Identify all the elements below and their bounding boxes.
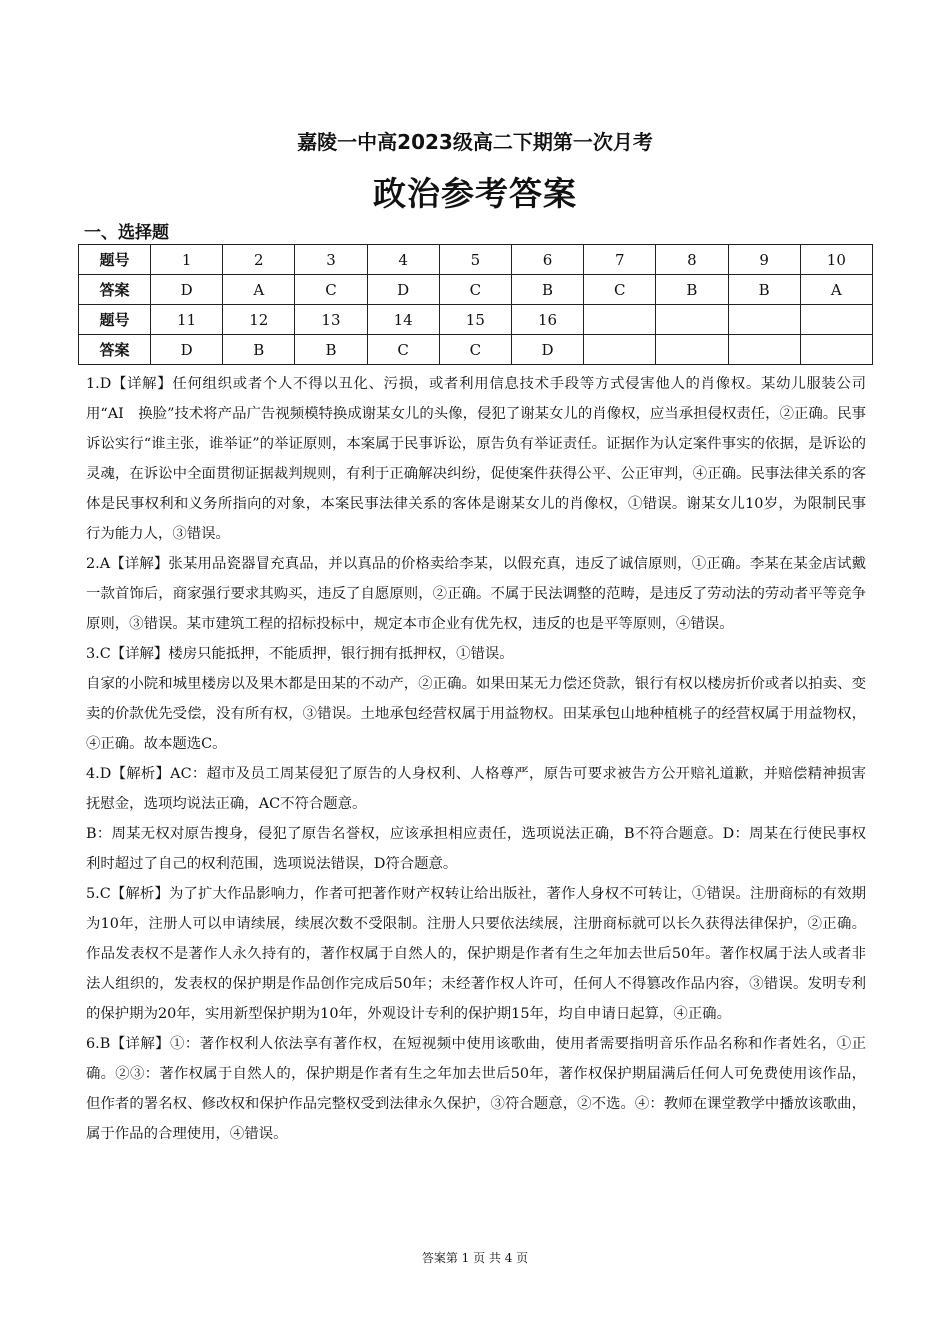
question-number: 12 [223, 305, 295, 335]
answer-cell: B [511, 275, 583, 305]
question-number: 5 [439, 245, 511, 275]
answer-cell: A [800, 275, 872, 305]
question-number: 9 [728, 245, 800, 275]
explanation-paragraph: 2.A【详解】张某用品瓷器冒充真品，并以真品的价格卖给李某，以假充真，违反了诚信原则，①正确。李某在某金店试戴一款首饰后，商家强行要求其购买，违反了自愿原则，②正确。不属于民法调整的范畴，是违反了劳动法的劳动者平等竞争原则，③错误。某市建筑工程的招标投标中，规定本市企业有优先权，违反的也是平等原则，④错误。 [86, 556, 866, 632]
question-number: 7 [584, 245, 656, 275]
question-number: 1 [151, 245, 223, 275]
explanation-paragraph: 1.D【详解】任何组织或者个人不得以丑化、污损，或者利用信息技术手段等方式侵害他人的肖像权。某幼儿服装公司用“AI 换脸”技术将产品广告视频模特换成谢某女儿的头像，侵犯了谢某女儿的肖像权，应当承担侵权责任，②正确。民事诉讼实行“谁主张，谁举证”的举证原则，本案属于民事诉讼，原告负有举证责任。证据作为认定案件事实的依据，是诉讼的灵魂，在诉讼中全面贯彻证据裁判规则，有利于正确解决纠纷，促使案件获得公平、公正审判，④正确。民事法律关系的客体是民事权利和义务所指向的对象，本案民事法律关系的客体是谢某女儿的肖像权，①错误。谢某女儿10岁，为限制民事行为能力人，③错误。 [86, 376, 866, 542]
question-row-1 [79, 245, 873, 275]
explanation-paragraph: 6.B【详解】①：著作权利人依法享有著作权，在短视频中使用该歌曲，使用者需要指明音乐作品名称和作者姓名，①正确。②③：著作权属于自然人的，保护期是作者有生之年加去世后50年，著作权保护期届满后任何人可免费使用该作品，但作者的署名权、修改权和保护作品完整权受到法律永久保护，③符合题意，②不选。④：教师在课堂教学中播放该歌曲，属于作品的合理使用，④错误。 [86, 1036, 866, 1142]
answer-table [78, 244, 873, 365]
answer-cell: C [584, 275, 656, 305]
explanation-paragraph: 5.C【解析】为了扩大作品影响力，作者可把著作财产权转让给出版社，著作人身权不可转让，①错误。注册商标的有效期为10年，注册人可以申请续展，续展次数不受限制。注册人只要依法续展，注册商标就可以长久获得法律保护，②正确。作品发表权不是著作人永久持有的，著作权属于自然人的，保护期是作者有生之年加去世后50年。著作权属于法人或者非法人组织的，发表权的保护期是作品创作完成后50年；未经著作权人许可，任何人不得篡改作品内容，③错误。发明专利的保护期为20年，实用新型保护期为10年，外观设计专利的保护期15年，均自申请日起算，④正确。 [86, 886, 866, 1022]
question-number: 6 [511, 245, 583, 275]
answer-cell: C [439, 335, 511, 365]
question-number: 15 [439, 305, 511, 335]
empty-cell [800, 305, 872, 335]
row-label: 答案 [79, 275, 151, 305]
answer-cell: B [656, 275, 728, 305]
answer-cell: A [223, 275, 295, 305]
explanation-paragraph: 3.C【详解】楼房只能抵押，不能质押，银行拥有抵押权，①错误。 [86, 646, 514, 662]
row-label: 答案 [79, 335, 151, 365]
question-number: 4 [367, 245, 439, 275]
question-number: 16 [511, 305, 583, 335]
answer-cell: C [367, 335, 439, 365]
row-label: 题号 [79, 245, 151, 275]
question-number: 2 [223, 245, 295, 275]
question-number: 11 [151, 305, 223, 335]
answer-cell: D [151, 335, 223, 365]
question-number: 14 [367, 305, 439, 335]
answer-cell: B [728, 275, 800, 305]
page-title: 政治参考答案 [373, 174, 577, 213]
answer-cell: D [367, 275, 439, 305]
page-footer: 答案第 1 页 共 4 页 [421, 1251, 529, 1265]
question-number: 3 [295, 245, 367, 275]
answer-cell: B [295, 335, 367, 365]
question-number: 8 [656, 245, 728, 275]
explanation-paragraph: 自家的小院和城里楼房以及果木都是田某的不动产，②正确。如果田某无力偿还贷款，银行有权以楼房折价或者以拍卖、变卖的价款优先受偿，没有所有权，③错误。土地承包经营权属于用益物权。田某承包山地种植桃子的经营权属于用益物权，④正确。故本题选C。 [86, 676, 866, 752]
answer-cell: B [223, 335, 295, 365]
empty-cell [800, 335, 872, 365]
question-number: 10 [800, 245, 872, 275]
question-row-2 [79, 305, 873, 335]
empty-cell [656, 305, 728, 335]
empty-cell [584, 305, 656, 335]
row-label: 题号 [79, 305, 151, 335]
answer-row-1 [79, 275, 873, 305]
empty-cell [656, 335, 728, 365]
explanations [86, 369, 866, 1149]
explanation-paragraph: 4.D【解析】AC：超市及员工周某侵犯了原告的人身权利、人格尊严，原告可要求被告方公开赔礼道歉，并赔偿精神损害抚慰金，选项均说法正确，AC不符合题意。 [86, 766, 866, 812]
answer-cell: C [439, 275, 511, 305]
question-number: 13 [295, 305, 367, 335]
section-heading: 一、选择题 [84, 223, 169, 243]
empty-cell [584, 335, 656, 365]
exam-subtitle: 嘉陵一中高2023级高二下期第一次月考 [297, 130, 653, 154]
empty-cell [728, 335, 800, 365]
empty-cell [728, 305, 800, 335]
explanation-paragraph: B：周某无权对原告搜身，侵犯了原告名誉权，应该承担相应责任，选项说法正确，B不符合题意。D：周某在行使民事权利时超过了自己的权利范围，选项说法错误，D符合题意。 [86, 826, 866, 872]
answer-cell: D [511, 335, 583, 365]
answer-row-2 [79, 335, 873, 365]
answer-cell: D [151, 275, 223, 305]
answer-cell: C [295, 275, 367, 305]
